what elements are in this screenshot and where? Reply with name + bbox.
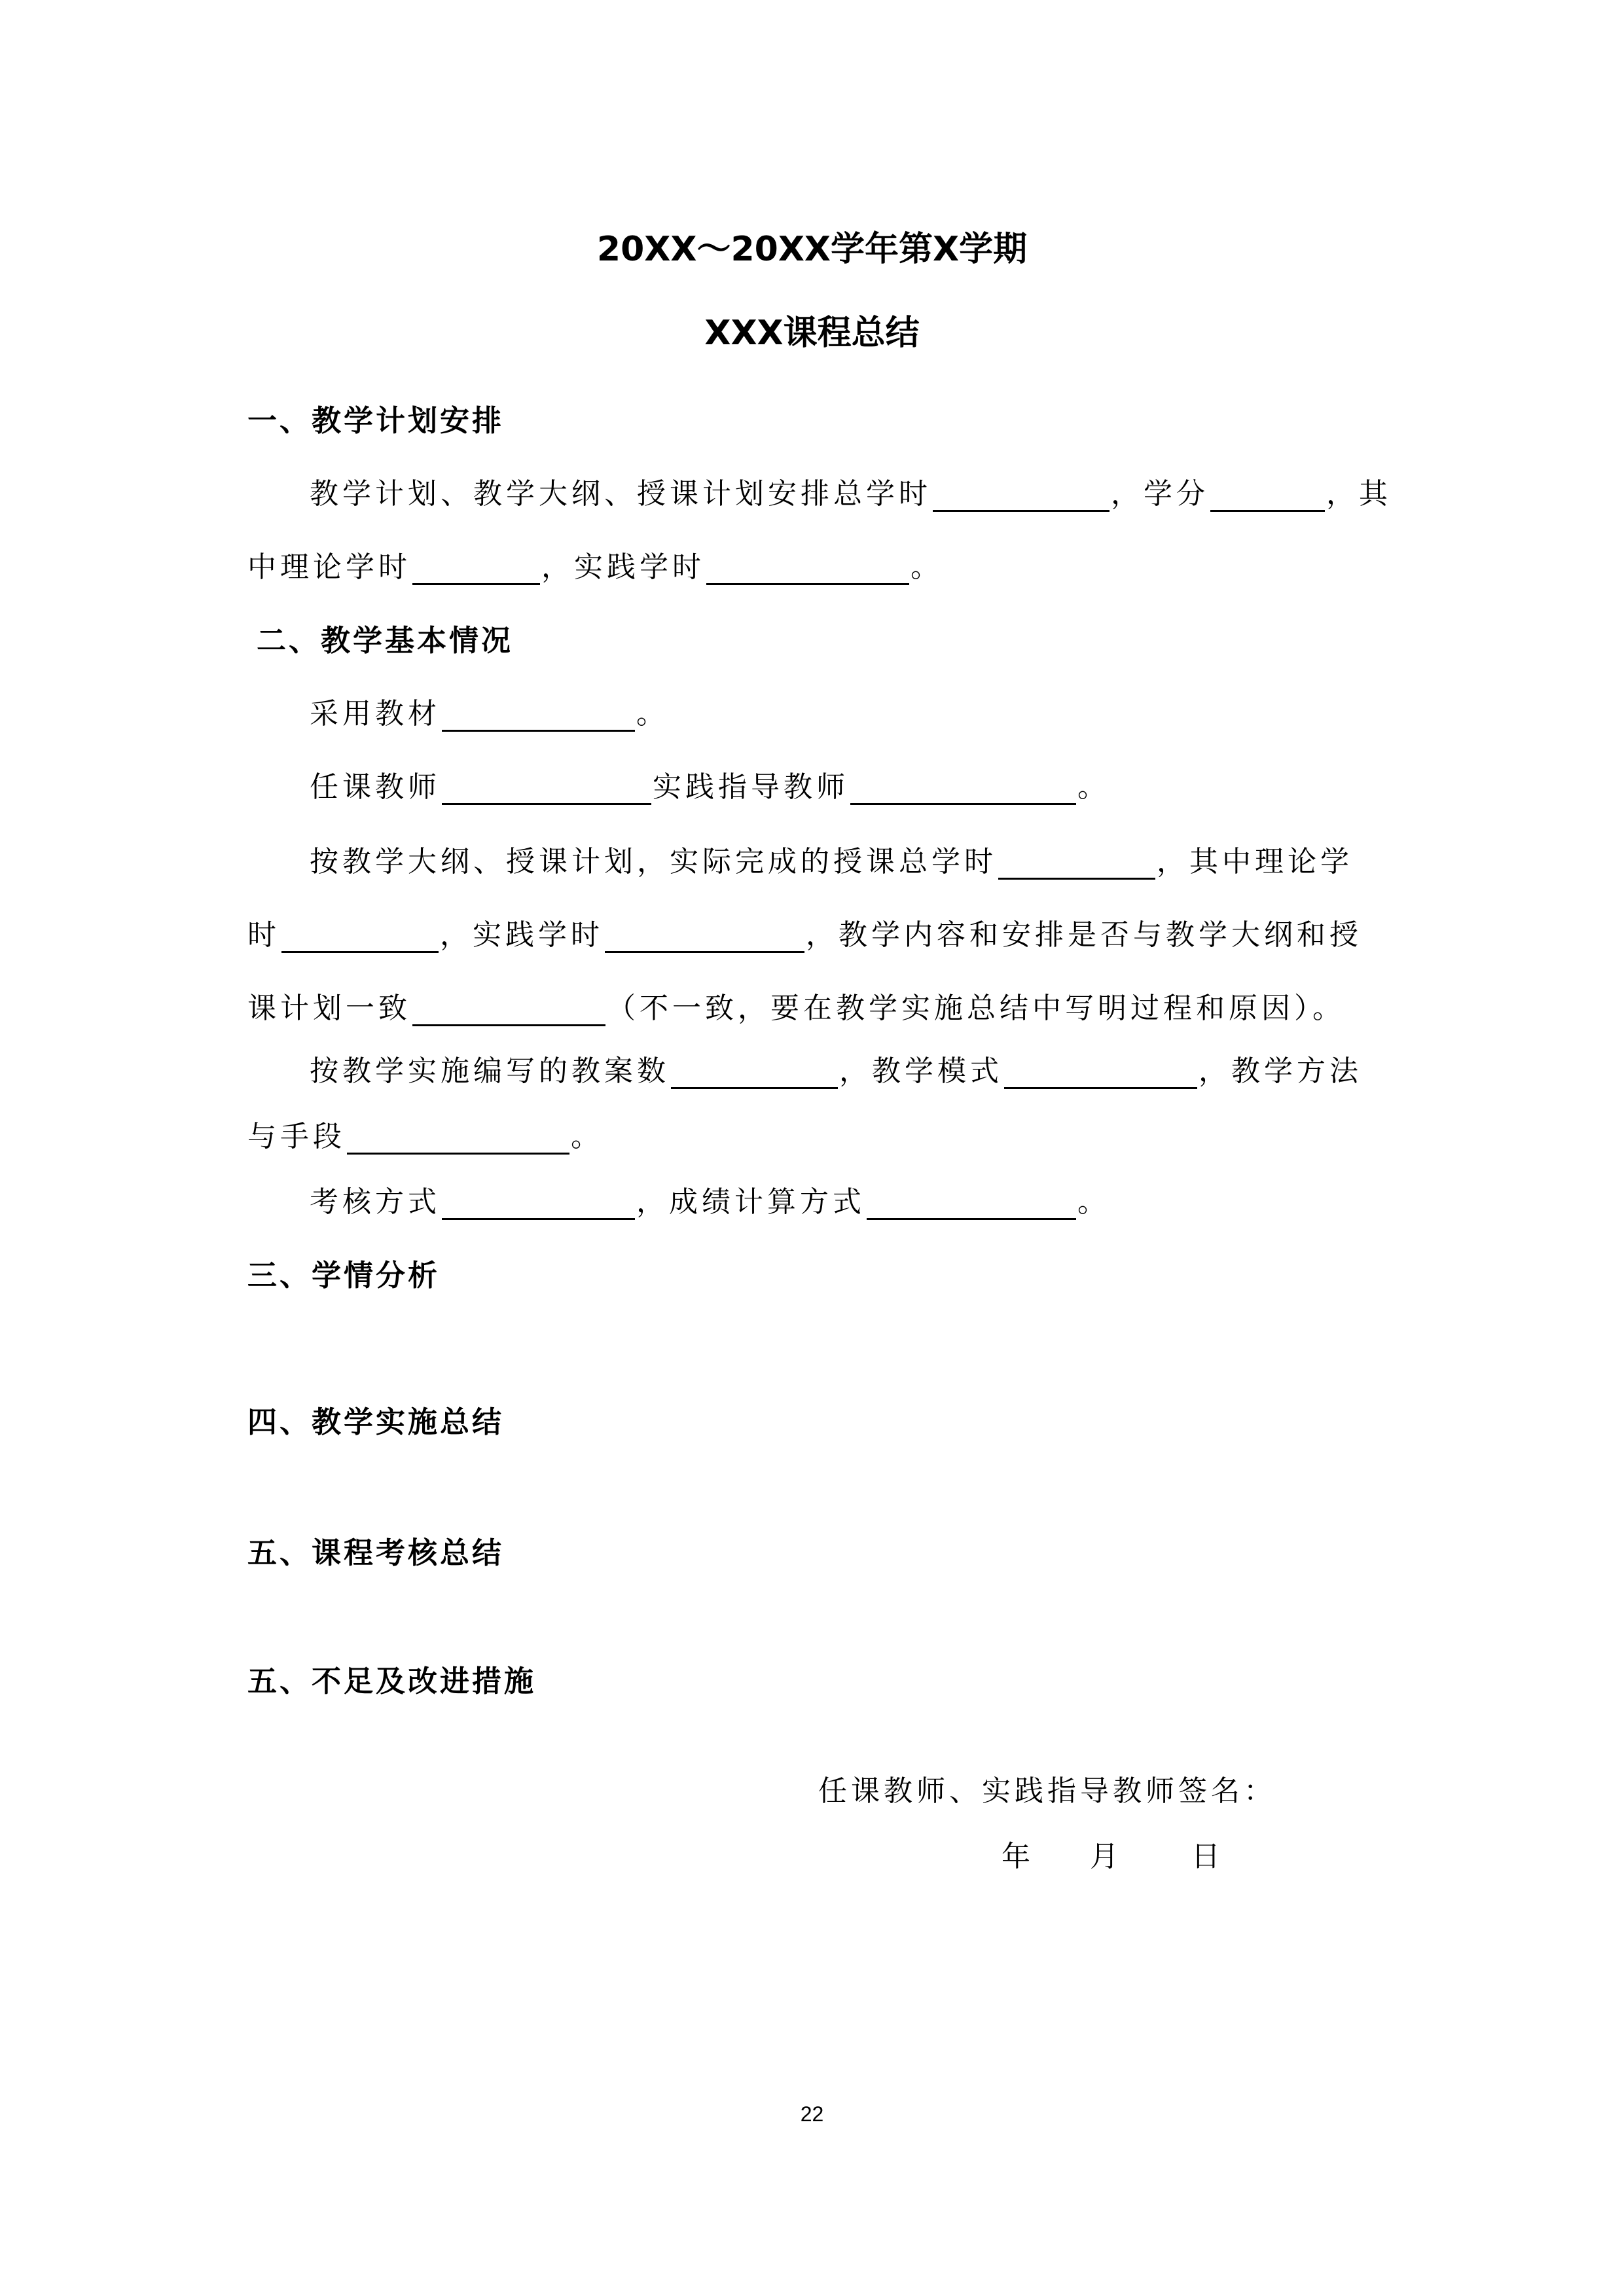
paragraph-line — [247, 543, 943, 585]
section-heading-1: 一、教学计划安排 — [247, 403, 505, 438]
paragraph-text: ，成绩计算方式 — [636, 1185, 865, 1219]
credits-blank[interactable] — [1210, 480, 1325, 512]
assessment-method-blank[interactable] — [442, 1188, 635, 1220]
paragraph-text: 教学计划、教学大纲、授课计划安排总学时 — [310, 477, 931, 511]
paragraph-text: 实践指导教师 — [653, 770, 849, 804]
section-heading-4: 四、教学实施总结 — [247, 1405, 505, 1439]
paragraph-text: 考核方式 — [310, 1185, 441, 1219]
date-month: 月 — [1090, 1840, 1123, 1873]
paragraph-line — [310, 838, 1353, 880]
paragraph-line — [310, 1047, 1362, 1089]
actual-hours-blank[interactable] — [998, 848, 1155, 880]
paragraph-text: ，其中理论学 — [1157, 845, 1353, 878]
paragraph-text: ，教学方法 — [1199, 1054, 1362, 1088]
paragraph-text: ，教学内容和安排是否与教学大纲和授 — [806, 918, 1362, 952]
paragraph-line — [247, 911, 1362, 953]
practice-teacher-blank[interactable] — [850, 773, 1076, 805]
paragraph-line — [247, 1113, 604, 1155]
paragraph-text: 时 — [247, 918, 280, 952]
paragraph-line — [247, 984, 1345, 1026]
paragraph-text: ，学分 — [1111, 477, 1209, 511]
paragraph-text: ，其 — [1326, 477, 1392, 511]
page-number: 22 — [800, 2102, 824, 2126]
paragraph-text: 课计划一致 — [247, 992, 411, 1025]
section-heading-3: 三、学情分析 — [247, 1258, 441, 1293]
paragraph-text: 与手段 — [247, 1120, 346, 1153]
paragraph-text: 。 — [911, 550, 943, 584]
section-heading-2: 二、教学基本情况 — [257, 623, 514, 658]
theory-hours-blank[interactable] — [412, 553, 540, 585]
paragraph-text: 按教学实施编写的教案数 — [310, 1054, 670, 1088]
paragraph-line — [310, 470, 1392, 512]
paragraph-text: ，实践学时 — [541, 550, 705, 584]
actual-theory-hours-blank[interactable] — [281, 921, 439, 953]
paragraph-text: ，教学模式 — [839, 1054, 1003, 1088]
date-day: 日 — [1191, 1840, 1224, 1873]
paragraph-text: 。 — [1077, 770, 1110, 804]
paragraph-text: 采用教材 — [310, 697, 441, 730]
document-subtitle: XXX课程总结 — [704, 314, 920, 353]
teaching-mode-blank[interactable] — [1004, 1057, 1197, 1089]
paragraph-text: 按教学大纲、授课计划，实际完成的授课总学时 — [310, 845, 997, 878]
lesson-plans-blank[interactable] — [671, 1057, 838, 1089]
paragraph-line — [310, 763, 1110, 805]
section-heading-6: 五、不足及改进措施 — [247, 1664, 537, 1698]
paragraph-text: 。 — [1077, 1185, 1110, 1219]
grading-method-blank[interactable] — [867, 1188, 1076, 1220]
paragraph-line — [310, 690, 669, 732]
actual-practice-hours-blank[interactable] — [605, 921, 804, 953]
teacher-blank[interactable] — [442, 773, 651, 805]
paragraph-text: 任课教师 — [310, 770, 441, 804]
paragraph-text: 。 — [636, 697, 669, 730]
signature-date — [1001, 1833, 1224, 1874]
paragraph-text: （不一致，要在教学实施总结中写明过程和原因）。 — [607, 992, 1345, 1025]
paragraph-text: 中理论学时 — [247, 550, 411, 584]
date-year: 年 — [1001, 1840, 1034, 1873]
paragraph-text: ，实践学时 — [440, 918, 604, 952]
paragraph-text: 。 — [571, 1120, 604, 1153]
textbook-blank[interactable] — [442, 700, 635, 732]
teaching-methods-blank[interactable] — [347, 1122, 569, 1155]
signature-label: 任课教师、实践指导教师签名： — [818, 1774, 1276, 1808]
paragraph-line — [310, 1178, 1110, 1220]
section-heading-5: 五、课程考核总结 — [247, 1535, 505, 1570]
document-title: 20XX～20XX学年第X学期 — [596, 230, 1028, 269]
total-hours-blank[interactable] — [933, 480, 1110, 512]
consistency-blank[interactable] — [412, 994, 605, 1026]
practice-hours-blank[interactable] — [706, 553, 909, 585]
